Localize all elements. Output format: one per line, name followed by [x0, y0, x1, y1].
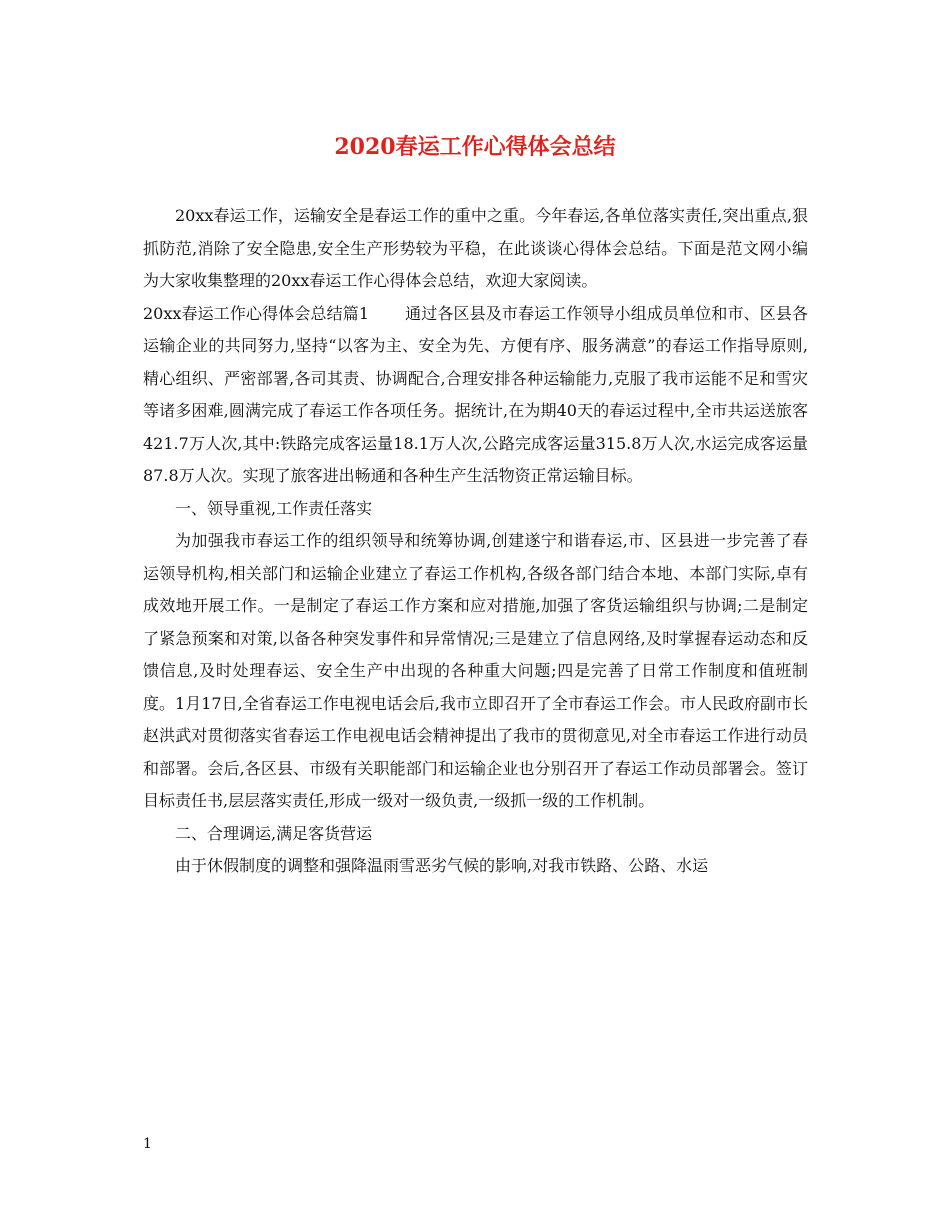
article-lead-text: 通过各区县及市春运工作领导小组成员单位和市、区县各运输企业的共同努力,坚持“以客为主、安全为先、方便有序、服务满意”的春运工作指导原则,精心组织、严密部署,各司其责、协调配合,合理安排各种运输能力,克服了我市运能不足和雪灾等诸多困难,圆满完成了春运工作各项任务。据统计,在为期40天的春运过程中,全市共运送旅客421.7万人次,其中:铁路完成客运量18.1万人次,公路完成客运量315.8万人次,水运完成客运量87.8万人次。实现了旅客进出畅通和各种生产生活物资正常运输目标。 — [143, 303, 808, 485]
article-lead-paragraph — [143, 298, 808, 493]
document-body — [143, 200, 808, 883]
section-1-heading: 一、领导重视,工作责任落实 — [175, 498, 373, 518]
section-2-paragraph: 由于休假制度的调整和强降温雨雪恶劣气候的影响,对我市铁路、公路、水运 — [175, 856, 709, 875]
intro-paragraph: 20xx春运工作，运输安全是春运工作的重中之重。今年春运,各单位落实责任,突出重点,狠抓防范,消除了安全隐患,安全生产形势较为平稳，在此谈谈心得体会总结。下面是范文网小编为大家收集整理的20xx春运工作心得体会总结，欢迎大家阅读。 — [143, 206, 808, 290]
page-number: 1 — [143, 1136, 152, 1152]
section-1-paragraph: 为加强我市春运工作的组织领导和统筹协调,创建遂宁和谐春运,市、区县进一步完善了春运领导机构,相关部门和运输企业建立了春运工作机构,各级各部门结合本地、本部门实际,卓有成效地开展工作。一是制定了春运工作方案和应对措施,加强了客货运输组织与协调;二是制定了紧急预案和对策,以备各种突发事件和异常情况;三是建立了信息网络,及时掌握春运动态和反馈信息,及时处理春运、安全生产中出现的各种重大问题;四是完善了日常工作制度和值班制度。1月17日,全省春运工作电视电话会后,我市立即召开了全市春运工作会。市人民政府副市长赵洪武对贯彻落实省春运工作电视电话会精神提出了我市的贯彻意见,对全市春运工作进行动员和部署。会后,各区县、市级有关职能部门和运输企业也分别召开了春运工作动员部署会。签订目标责任书,层层落实责任,形成一级对一级负责,一级抓一级的工作机制。 — [143, 531, 808, 810]
document-title: 2020春运工作心得体会总结 — [334, 134, 616, 160]
article-heading: 20xx春运工作心得体会总结篇1 — [143, 303, 370, 323]
section-2-heading: 二、合理调运,满足客货营运 — [175, 823, 373, 843]
